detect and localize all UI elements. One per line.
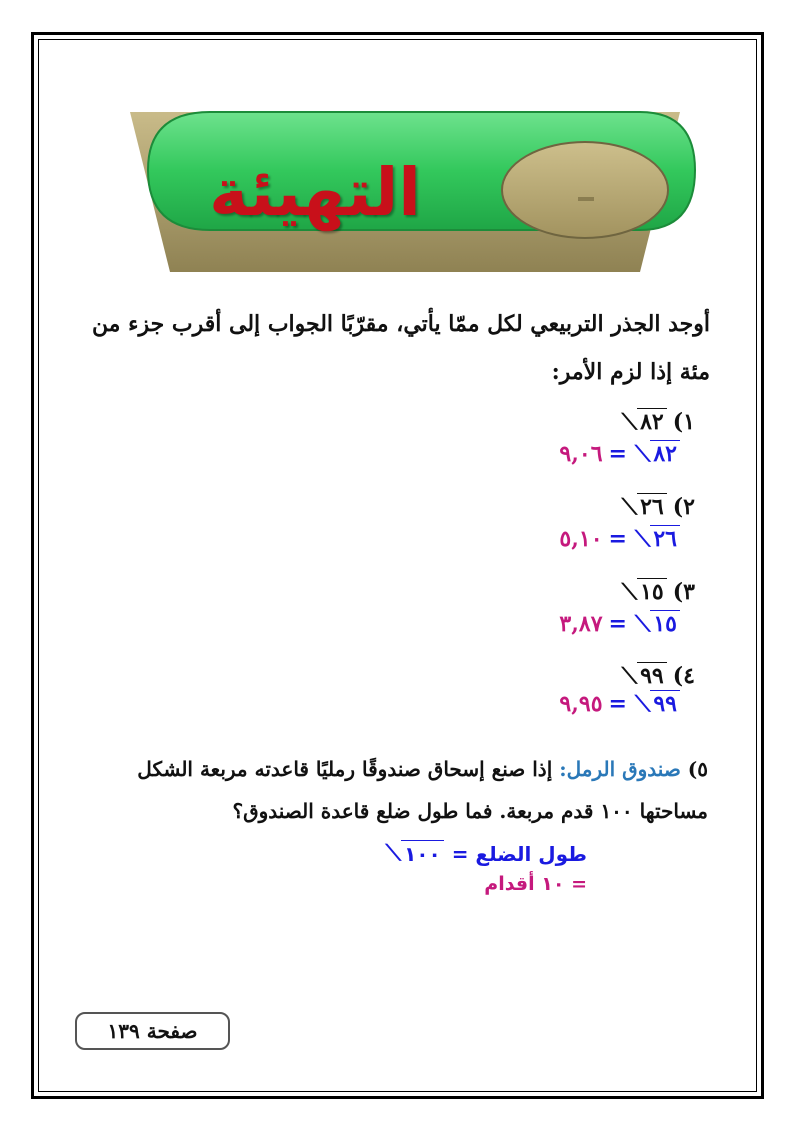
side-length-label: طول الضلع = xyxy=(451,841,587,866)
answer-2 xyxy=(559,525,682,552)
answer-value: ٩,٩٥ xyxy=(559,690,603,717)
radical-sign-icon: ⟋ xyxy=(634,441,651,467)
problem-number: ٢) xyxy=(672,493,695,520)
radicand: ١٠٠ xyxy=(401,840,444,867)
problem-2 xyxy=(620,493,695,520)
answer-value: ٣,٨٧ xyxy=(559,610,603,637)
problem-number: ١) xyxy=(672,408,695,435)
radical-expression xyxy=(622,578,667,605)
problem-1 xyxy=(620,408,695,435)
radical-expression xyxy=(635,610,680,637)
radical-expression xyxy=(622,662,667,689)
radicand: ٢٦ xyxy=(637,493,667,520)
question-text: إذا صنع إسحاق صندوقًا رمليًا قاعدته مربعة الشكل مساحتها ١٠٠ قدم مربعة. فما طول ضلع قاعدة الصندوق؟ xyxy=(137,757,708,823)
answer-value: ٩,٠٦ xyxy=(559,440,603,467)
problem-3 xyxy=(620,578,695,605)
radicand: ٨٢ xyxy=(650,440,680,467)
question-5 xyxy=(68,748,708,832)
radical-sign-icon: ⟋ xyxy=(621,409,638,435)
radical-expression xyxy=(386,840,444,867)
page-number-badge: صفحة ١٣٩ xyxy=(75,1012,230,1050)
radical-sign-icon: ⟋ xyxy=(634,691,651,717)
radicand: ١٥ xyxy=(637,578,667,605)
banner-pill-mark xyxy=(578,197,594,201)
side-length-line xyxy=(384,840,587,867)
equals-sign: = xyxy=(608,525,627,552)
problem-4 xyxy=(620,662,695,689)
radicand: ٩٩ xyxy=(650,690,680,717)
radical-sign-icon: ⟋ xyxy=(385,841,402,866)
question-number: ٥) xyxy=(687,757,708,781)
radical-sign-icon: ⟋ xyxy=(634,526,651,552)
radicand: ٢٦ xyxy=(650,525,680,552)
radicand: ٩٩ xyxy=(637,662,667,689)
answer-4 xyxy=(559,690,682,717)
question-label: صندوق الرمل: xyxy=(559,757,681,781)
radical-expression xyxy=(635,440,680,467)
radical-sign-icon: ⟋ xyxy=(621,579,638,605)
radicand: ١٥ xyxy=(650,610,680,637)
side-length-result: = ١٠ أقدام xyxy=(484,873,587,895)
equals-sign: = xyxy=(608,610,627,637)
problem-number: ٤) xyxy=(672,662,695,689)
problem-number: ٣) xyxy=(672,578,695,605)
radical-sign-icon: ⟋ xyxy=(621,494,638,520)
answer-1 xyxy=(559,440,682,467)
radical-expression xyxy=(635,690,680,717)
answer-3 xyxy=(559,610,682,637)
radical-sign-icon: ⟋ xyxy=(621,663,638,689)
equals-sign: = xyxy=(608,690,627,717)
radical-expression xyxy=(622,493,667,520)
instructions-text: أوجد الجذر التربيعي لكل ممّا يأتي، مقرّبًا الجواب إلى أقرب جزء من مئة إذا لزم الأمر: xyxy=(91,311,710,385)
radical-sign-icon: ⟋ xyxy=(634,611,651,637)
equals-sign: = xyxy=(608,440,627,467)
answer-value: ٥,١٠ xyxy=(559,525,603,552)
banner-pill xyxy=(502,142,668,238)
banner-title: التهيئة xyxy=(209,153,421,231)
radical-expression xyxy=(622,408,667,435)
radical-expression xyxy=(635,525,680,552)
radicand: ٨٢ xyxy=(637,408,667,435)
